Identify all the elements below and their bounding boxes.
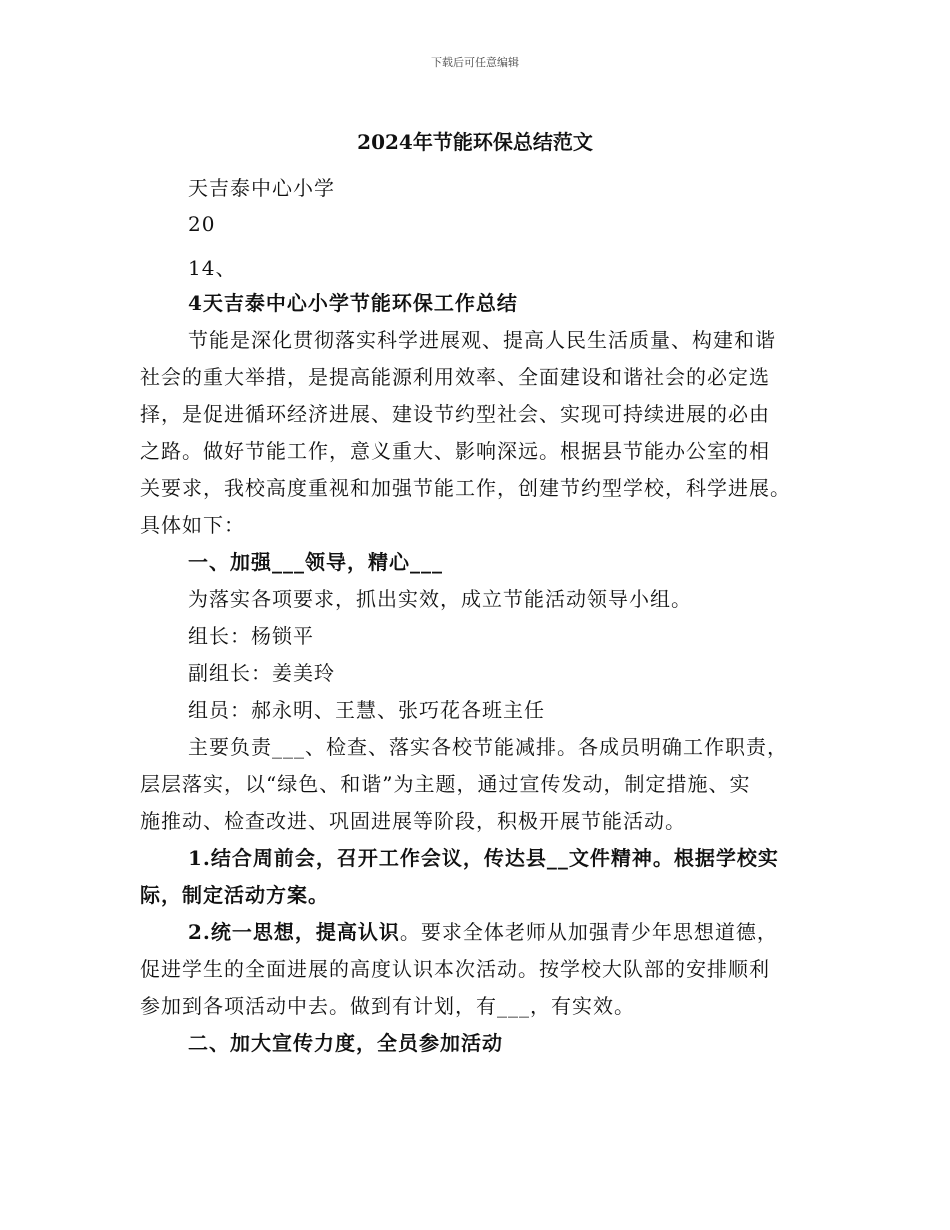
paragraph-line: 社会的重大举措，是提高能源利用效率、全面建设和谐社会的必定选 — [140, 365, 770, 389]
section-heading: 4天吉泰中心小学节能环保工作总结 — [188, 291, 518, 315]
paragraph-line: 关要求，我校高度重视和加强节能工作，创建节约型学校，科学进展。 — [140, 476, 791, 500]
paragraph-line: 节能是深化贯彻落实科学进展观、提高人民生活质量、构建和谐 — [188, 328, 776, 352]
item-2-bold: 2.统一思想，提高认识 — [188, 920, 400, 944]
heading-1: 一、加强___领导，精心___ — [188, 550, 443, 574]
date-fragment-1: 20 — [188, 212, 216, 236]
item-1: 1.结合周前会，召开工作会议，传达县__文件精神。根据学校实 — [188, 846, 779, 870]
document-title: 2024年节能环保总结范文 — [357, 130, 593, 154]
page-header: 下载后可任意编辑 — [431, 56, 519, 69]
paragraph-line: 促进学生的全面进展的高度认识本次活动。按学校大队部的安排顺利 — [140, 957, 770, 981]
item-1-cont: 际，制定活动方案。 — [140, 883, 329, 907]
paragraph-line: 施推动、检查改进、巩固进展等阶段，积极开展节能活动。 — [140, 809, 686, 833]
paragraph-line: 参加到各项活动中去。做到有计划，有___，有实效。 — [140, 994, 635, 1018]
heading-2: 二、加大宣传力度，全员参加活动 — [188, 1031, 503, 1055]
paragraph-line: 之路。做好节能工作，意义重大、影响深远。根据县节能办公室的相 — [140, 439, 770, 463]
item-2 — [188, 916, 878, 945]
paragraph-line: 择，是促进循环经济进展、建设节约型社会、实现可持续进展的必由 — [140, 402, 770, 426]
date-fragment-2: 14、 — [188, 256, 237, 280]
paragraph-line: 为落实各项要求，抓出实效，成立节能活动领导小组。 — [188, 587, 692, 611]
school-name: 天吉泰中心小学 — [188, 176, 335, 200]
item-2-rest: 。要求全体老师从加强青少年思想道德， — [399, 920, 778, 944]
paragraph-line: 具体如下： — [140, 513, 245, 537]
paragraph-line: 层层落实，以“绿色、和谐”为主题，通过宣传发动，制定措施、实 — [140, 772, 751, 796]
paragraph-line: 主要负责___、检查、落实各校节能减排。各成员明确工作职责， — [188, 735, 788, 759]
deputy-leader-line: 副组长：姜美玲 — [188, 661, 335, 685]
leader-line: 组长：杨锁平 — [188, 624, 314, 648]
members-line: 组员：郝永明、王慧、张巧花各班主任 — [188, 698, 545, 722]
